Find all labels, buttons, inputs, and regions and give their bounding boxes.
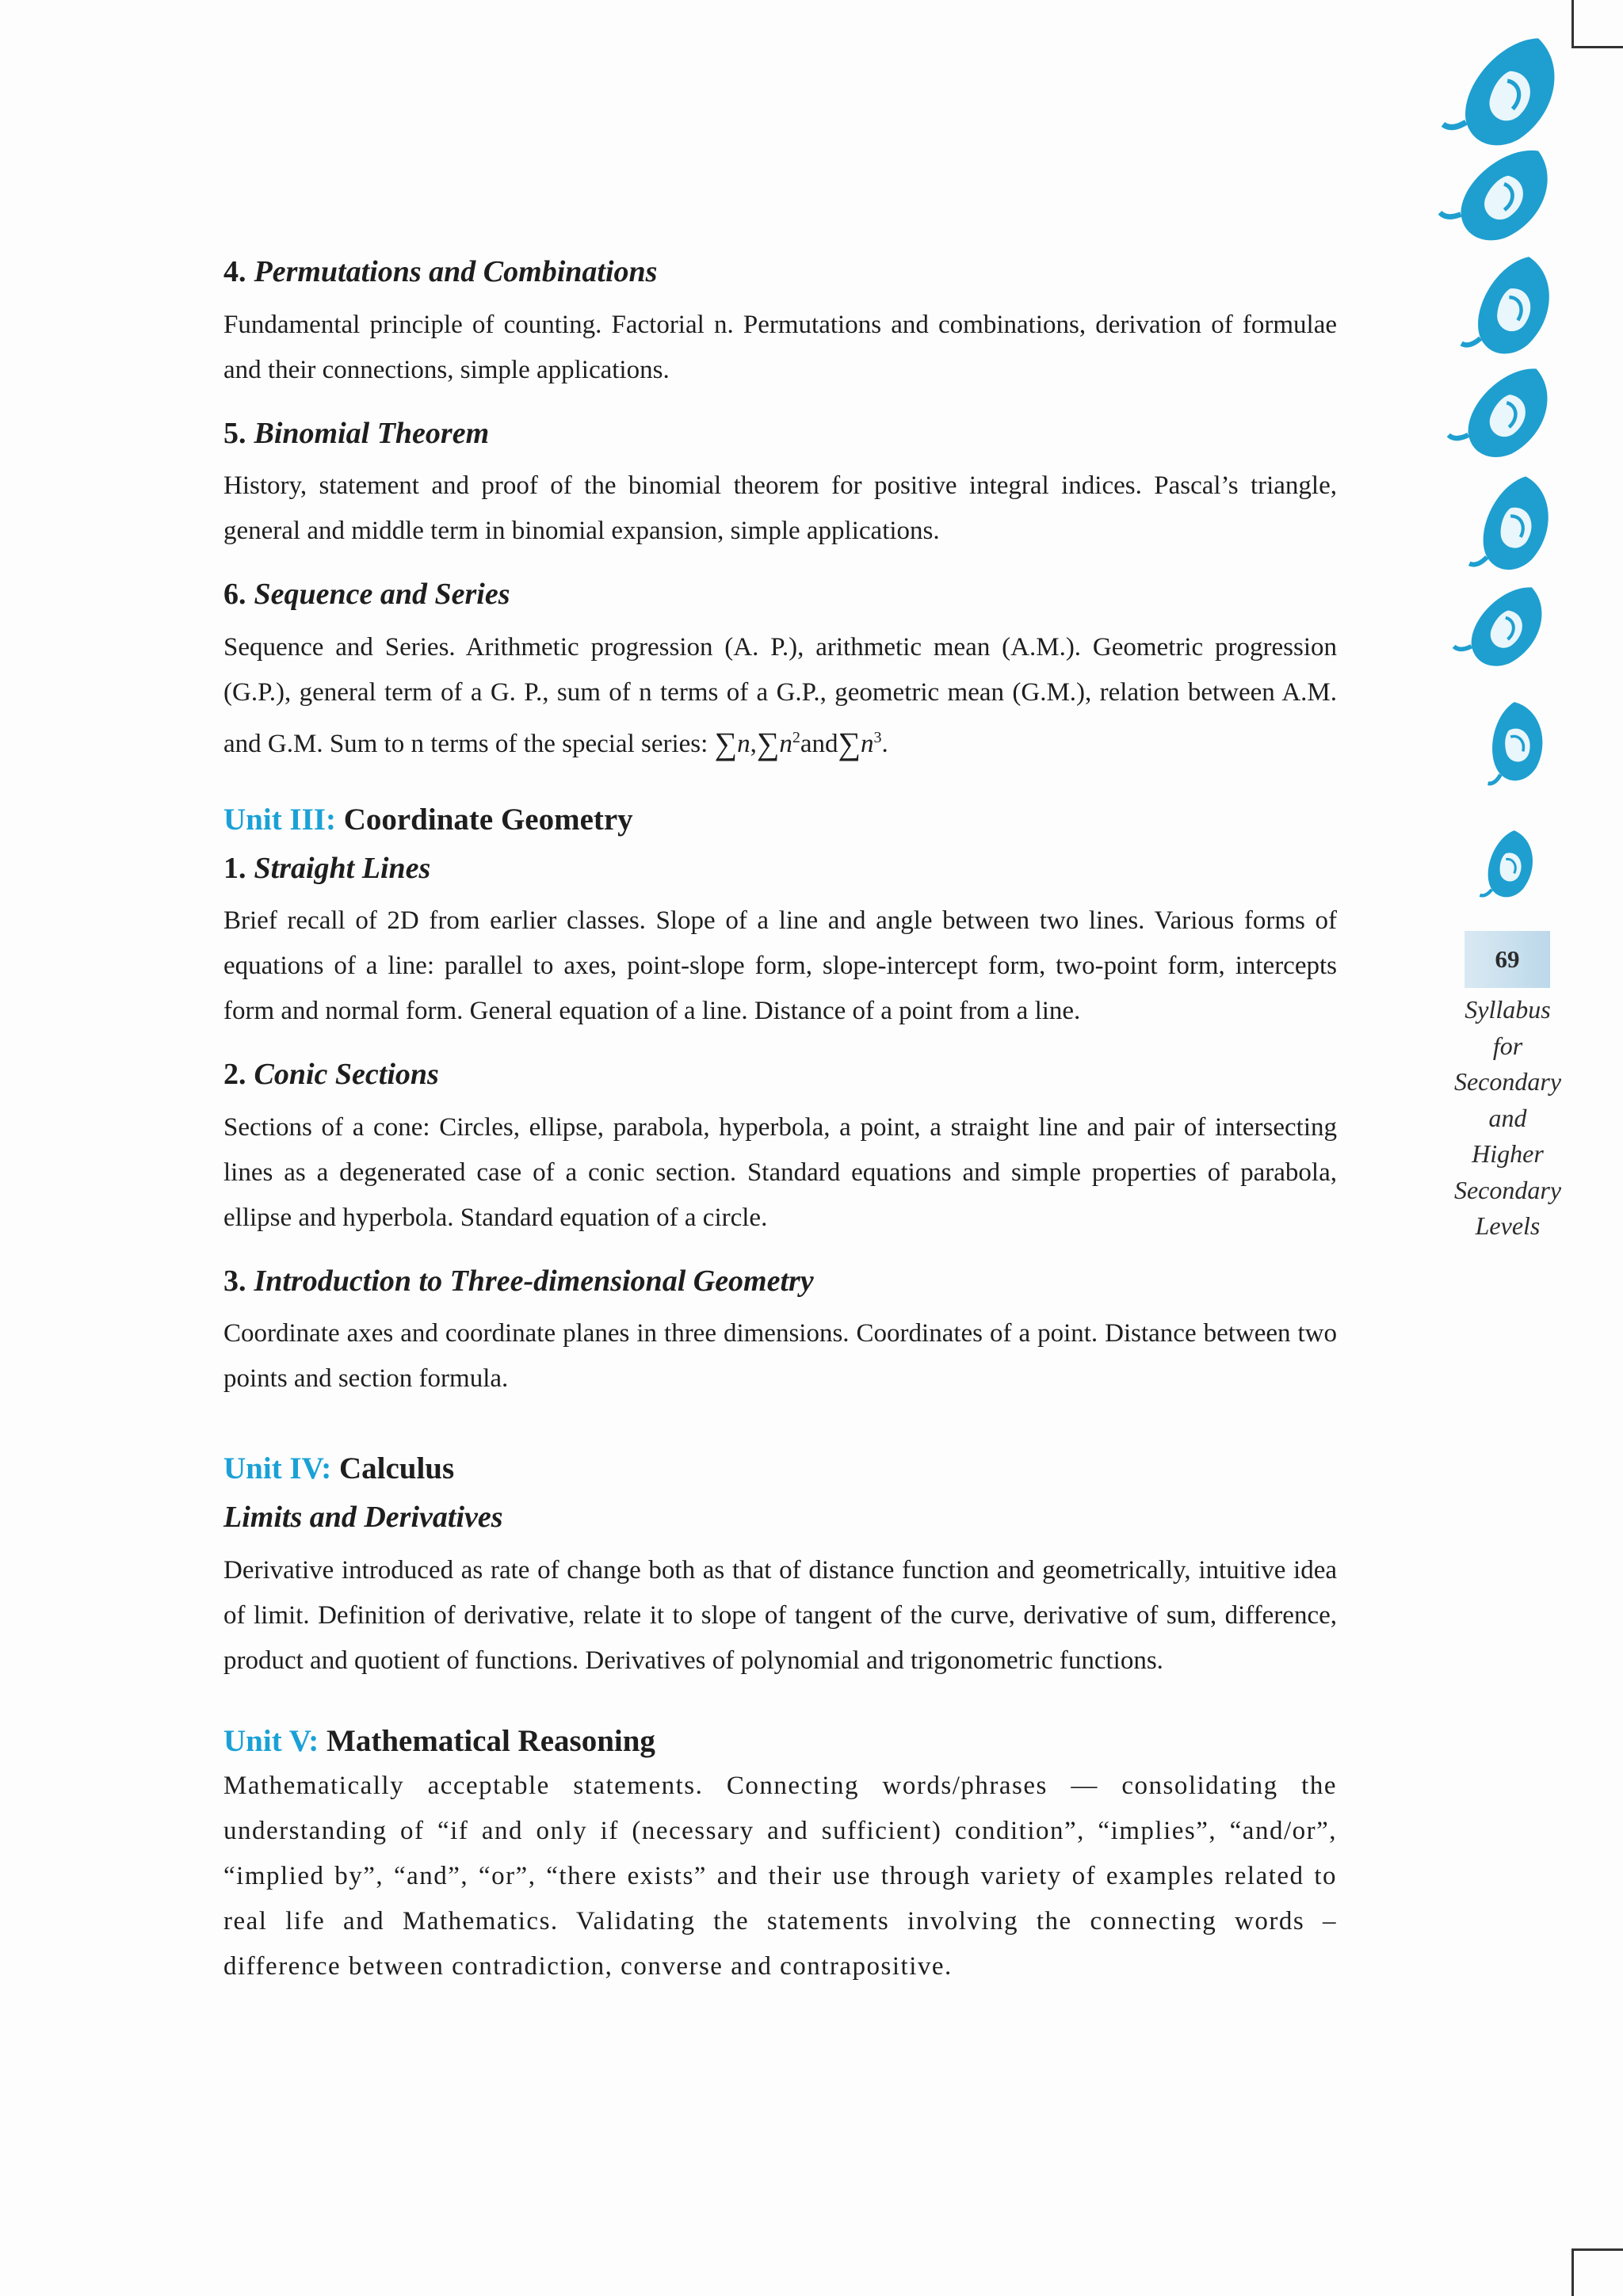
sidebar-line: Levels [1475,1211,1541,1240]
section-heading-three-dimensional: 3. Introduction to Three-dimensional Geometry [223,1264,814,1298]
section-heading-conic-sections: 2. Conic Sections [223,1058,439,1091]
section-body-three-dimensional: Coordinate axes and coordinate planes in three dimensions. Coordinates of a point. Distance between two points and section formula. [223,1319,1337,1393]
section-body-limits: Derivative introduced as rate of change both as that of distance function and geometrically, intuitive idea of limit. Definition of derivative, relate it to slope of tangent of the curve, derivative of sum, difference, product and quotient of functions. Derivatives of polynomial and trigonometric functions. [223,1555,1337,1675]
unit-heading-calculus: Unit IV: Calculus [223,1451,455,1486]
leaf-icon [1453,569,1556,681]
sidebar-line: for [1492,1031,1523,1060]
decorative-leaves [1438,24,1573,919]
leaf-icon [1469,470,1556,577]
unit-heading-coordinate-geometry: Unit III: Coordinate Geometry [223,802,633,837]
syllabus-content [223,254,1337,2012]
section-heading-binomial: 5. Binomial Theorem [223,416,490,450]
sidebar-line: Secondary [1453,1175,1562,1204]
section-body-conic-sections: Sections of a cone: Circles, ellipse, parabola, hyperbola, a point, a straight line and pair of intersecting lines as a degenerated case of a conic section. Standard equations and simple properties of parabola, ellipse and hyperbola. Standard equation of a circle. [223,1112,1337,1232]
leaf-icon [1461,246,1560,363]
section-body-straight-lines: Brief recall of 2D from earlier classes. Slope of a line and angle between two lines. Various forms of equations of a line: parallel to axes, point-slope form, slope-intercept form, two-point form, intercepts form and normal form. General equation of a line. Distance of a point from a line. [223,906,1337,1025]
series-formula: $\sum n,\sum n^2and\sum n^3$. [714,725,888,761]
section-heading-permutations: 4. Permutations and Combinations [223,255,658,288]
section-heading-straight-lines: 1. Straight Lines [223,851,431,885]
section-heading-sequence: 6. Sequence and Series [223,578,510,611]
section-body-mathematical-reasoning: Mathematically acceptable statements. Connecting words/phrases — consolidating the understanding of “if and only if (necessary and sufficient) condition”, “implies”, “and/or”, “implied by”, “and”, “or”, “there exists” and their use through variety of examples related to real life and Mathematics. Validating the statements involving the connecting words – difference between contradiction, converse and contrapositive. [223,1771,1337,1981]
section-body-permutations: Fundamental principle of counting. Factorial n. Permutations and combinations, derivation of formulae and their connections, simple applications. [223,310,1337,384]
unit-heading-mathematical-reasoning: Unit V: Mathematical Reasoning [223,1723,655,1758]
sidebar-line: and [1488,1103,1527,1132]
leaf-icon [1443,24,1572,162]
crop-mark-bottom-horizontal [1571,2248,1623,2251]
page-number: 69 [1465,931,1550,988]
syllabus-sidebar-label [1438,992,1577,1245]
leaf-icon [1440,125,1566,258]
sidebar-line: Secondary [1453,1067,1562,1096]
crop-mark-top-horizontal [1571,46,1623,48]
leaf-icon [1449,347,1564,472]
leaf-icon [1480,828,1535,900]
leaf-icon [1481,700,1546,784]
section-heading-limits: Limits and Derivatives [223,1501,503,1534]
section-body-sequence: Sequence and Series. Arithmetic progression (A. P.), arithmetic mean (A.M.). Geometric progression (G.P.), general term of a G. P., sum of n terms of a G.P., geometric mean (G.M.), relation between A.M. and G.M. Sum to n terms of the special series: $\sum n,\sum n^2and\sum n^3$. [223,632,1337,761]
sidebar-line: Syllabus [1465,995,1551,1024]
crop-mark-bottom-vertical [1571,2248,1574,2296]
sidebar-line: Higher [1472,1139,1544,1168]
section-body-binomial: History, statement and proof of the binomial theorem for positive integral indices. Pascal’s triangle, general and middle term in binomial expansion, simple applications. [223,471,1337,545]
